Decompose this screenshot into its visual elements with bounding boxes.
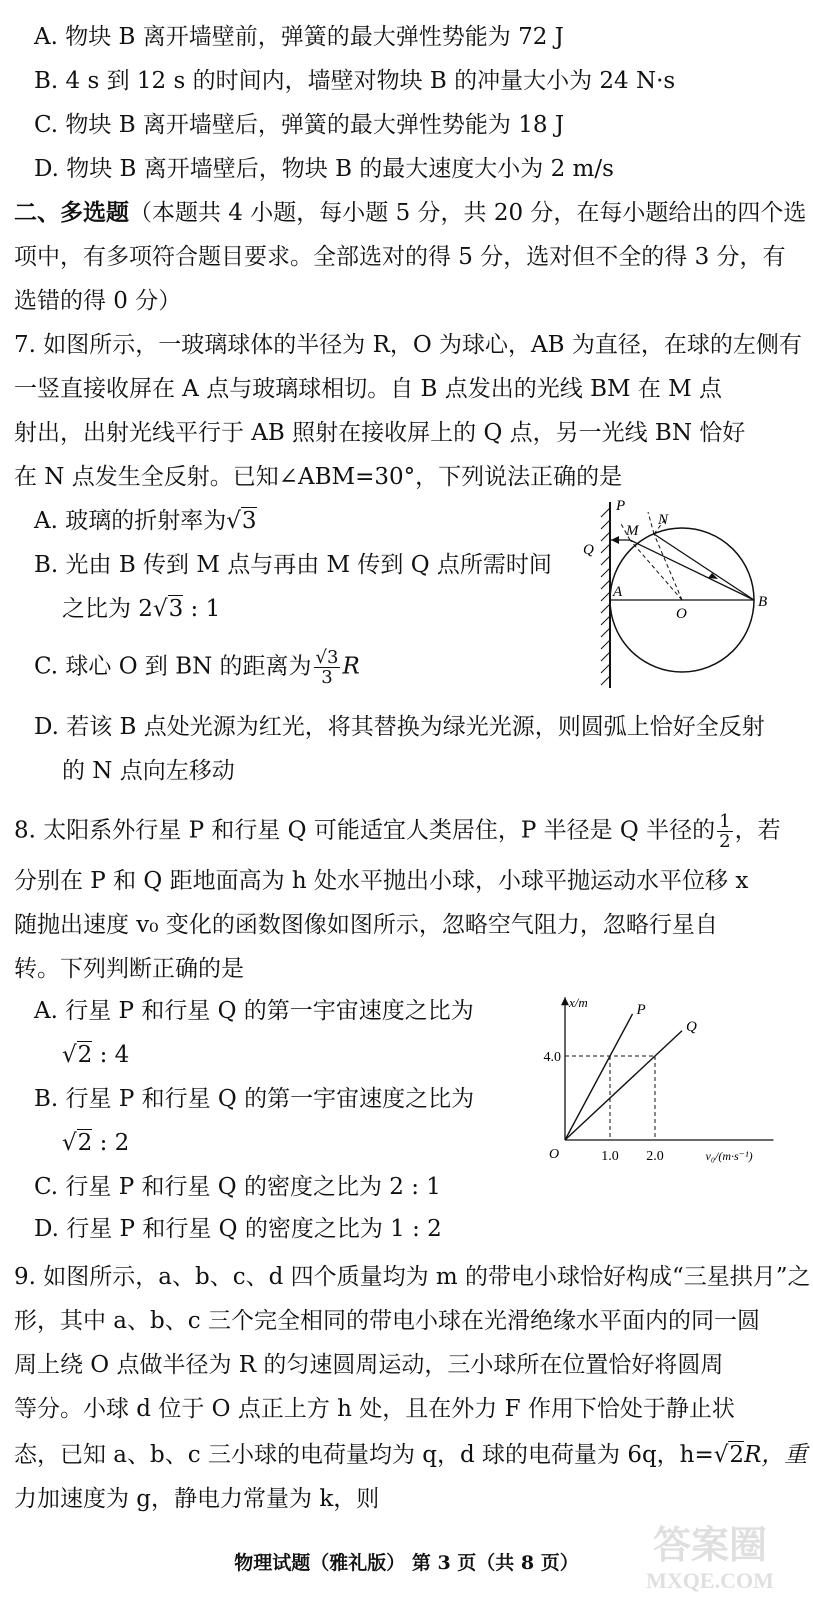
q9-stem-5-tail: R，重	[744, 1442, 808, 1468]
q8-stem-3: 随抛出速度 v₀ 变化的函数图像如图所示，忽略空气阻力，忽略行星自	[14, 912, 718, 938]
label-a: A	[613, 584, 623, 600]
q7-option-c-fraction	[314, 648, 341, 687]
q8-stem-4: 转。下列判断正确的是	[14, 956, 244, 982]
q7-stem-3: 射出，出射光线平行于 AB 照射在接收屏上的 Q 点，另一光线 BN 恰好	[14, 420, 746, 446]
x-tick-label: 2.0	[646, 1149, 664, 1164]
q8-stem-1-tail: ，若	[734, 817, 781, 844]
q9-stem-5: 态，已知 a、b、c 三小球的电荷量均为 q，d 球的电荷量为 6q，h=√2R，重	[14, 1442, 808, 1468]
screen-hatching	[601, 508, 610, 685]
section2-title: 二、多选题	[14, 199, 129, 226]
q7-stem-4: 在 N 点发生全反射。已知∠ABM=30°，下列说法正确的是	[14, 464, 623, 490]
q9-stem-3: 周上绕 O 点做半径为 R 的匀速圆周运动，三小球所在位置恰好将圆周	[14, 1352, 724, 1378]
q9-stem-4: 等分。小球 d 位于 O 点正上方 h 处，且在外力 F 作用下恰处于静止状	[14, 1396, 735, 1422]
q7-stem-1: 7. 如图所示，一玻璃球体的半径为 R，O 为球心，AB 为直径，在球的左侧有	[14, 332, 802, 358]
q8-option-a-line2: √2 : 4	[62, 1042, 130, 1068]
label-o: O	[676, 606, 687, 622]
q7-option-c-text: C. 球心 O 到 BN 的距离为	[34, 653, 312, 680]
q8-stem-1	[14, 812, 781, 851]
q8-stem-1-text: 8. 太阳系外行星 P 和行星 Q 可能适宜人类居住，P 半径是 Q 半径的	[14, 817, 716, 844]
q7-option-c-numerator: √3	[315, 647, 339, 668]
q8-option-a-radicand: 2	[77, 1042, 93, 1068]
q7-option-b-line1: B. 光由 B 传到 M 点与再由 M 传到 Q 点所需时间	[34, 552, 552, 578]
watermark-top: 答案圈	[652, 1525, 768, 1567]
q7-option-d-line2: 的 N 点向左移动	[62, 758, 235, 784]
q7-sphere-figure	[570, 490, 785, 690]
section2-instructions-1: （本题共 4 小题，每小题 5 分，共 20 分，在每小题给出的四个选	[129, 200, 807, 226]
q7-option-c	[34, 648, 360, 687]
y-tick-label: 4.0	[543, 1050, 561, 1065]
label-n: N	[658, 512, 669, 528]
q6-option-c: C. 物块 B 离开墙壁后，弹簧的最大弹性势能为 18 J	[34, 112, 565, 138]
q9-stem-1: 9. 如图所示，a、b、c、d 四个质量均为 m 的带电小球恰好构成“三星拱月”之	[14, 1264, 811, 1290]
q7-option-a-radicand: 3	[241, 508, 257, 534]
q7-option-b-radicand: 3	[168, 596, 184, 622]
ray-mq-arrow	[611, 536, 619, 544]
q9-stem-5-text: 态，已知 a、b、c 三小球的电荷量均为 q，d 球的电荷量为 6q，h=	[14, 1442, 714, 1468]
series-label-q: Q	[686, 1018, 697, 1035]
q8-fraction-den: 2	[719, 831, 731, 852]
x-tick-label: 1.0	[601, 1149, 619, 1164]
q6-option-d: D. 物块 B 离开墙壁后，物块 B 的最大速度大小为 2 m/s	[34, 156, 614, 182]
q6-option-a: A. 物块 B 离开墙壁前，弹簧的最大弹性势能为 72 J	[34, 24, 564, 50]
label-q: Q	[583, 542, 594, 558]
y-axis-arrow	[561, 997, 569, 1005]
q7-option-c-unit: R	[342, 653, 360, 680]
q6-option-b: B. 4 s 到 12 s 的时间内，墙壁对物块 B 的冲量大小为 24 N·s	[34, 68, 676, 94]
y-axis-label: x/m	[569, 995, 588, 1011]
page-footer: 物理试题（雅礼版） 第 3 页（共 8 页）	[234, 1552, 579, 1574]
label-b: B	[758, 594, 768, 610]
q8-option-d: D. 行星 P 和行星 Q 的密度之比为 1 : 2	[34, 1216, 442, 1242]
q7-option-a-text: A. 玻璃的折射率为	[34, 508, 227, 534]
q8-option-b-line2: √2 : 2	[62, 1130, 130, 1156]
section2-instructions-3: 选错的得 0 分）	[14, 288, 182, 314]
origin-label: O	[549, 1147, 560, 1162]
series-label-p: P	[636, 1002, 646, 1018]
q7-option-a: A. 玻璃的折射率为√3	[34, 508, 257, 534]
q7-option-b-ratio: : 1	[183, 596, 221, 622]
watermark-bottom: MXQE.COM	[646, 1568, 774, 1593]
q8-option-a-line1: A. 行星 P 和行星 Q 的第一宇宙速度之比为	[34, 998, 474, 1024]
q8-fraction-num: 1	[719, 811, 731, 832]
q9-stem-2: 形，其中 a、b、c 三个完全相同的带电小球在光滑绝缘水平面内的同一圆	[14, 1308, 760, 1334]
label-m: M	[626, 523, 639, 539]
q8-option-b-line1: B. 行星 P 和行星 Q 的第一宇宙速度之比为	[34, 1086, 475, 1112]
q8-fraction	[717, 812, 732, 851]
ray-bm	[630, 540, 754, 600]
x-axis-label: v₀/(m·s⁻¹)	[705, 1149, 753, 1163]
series-line-p	[565, 1014, 633, 1140]
section2-header	[14, 198, 806, 228]
q7-option-c-denominator: 3	[321, 667, 333, 688]
q7-stem-2: 一竖直接收屏在 A 点与玻璃球相切。自 B 点发出的光线 BM 在 M 点	[14, 376, 723, 402]
q9-stem-6: 力加速度为 g，静电力常量为 k，则	[14, 1486, 380, 1512]
q8-option-c: C. 行星 P 和行星 Q 的密度之比为 2 : 1	[34, 1174, 441, 1200]
q8-option-b-ratio: : 2	[92, 1130, 130, 1156]
q8-option-b-radicand: 2	[77, 1130, 93, 1156]
q8-x-v0-chart	[535, 985, 800, 1170]
q8-stem-2: 分别在 P 和 Q 距地面高为 h 处水平抛出小球，小球平抛运动水平位移 x	[14, 868, 749, 894]
series-line-q	[565, 1031, 682, 1140]
q7-option-b-line2: 之比为 2√3 : 1	[62, 596, 221, 622]
label-p: P	[616, 498, 626, 514]
section2-instructions-2: 项中，有多项符合题目要求。全部选对的得 5 分，选对但不全的得 3 分，有	[14, 244, 786, 270]
normal-om	[630, 540, 682, 600]
q7-option-d-line1: D. 若该 B 点处光源为红光，将其替换为绿光光源，则圆弧上恰好全反射	[34, 714, 765, 740]
q7-option-b-text: 之比为 2	[62, 596, 153, 622]
q8-option-a-ratio: : 4	[92, 1042, 130, 1068]
q9-radicand: 2	[729, 1442, 745, 1468]
normal-n-ext	[648, 512, 654, 534]
watermark-logo	[622, 1516, 797, 1596]
ray-bn	[654, 534, 754, 600]
